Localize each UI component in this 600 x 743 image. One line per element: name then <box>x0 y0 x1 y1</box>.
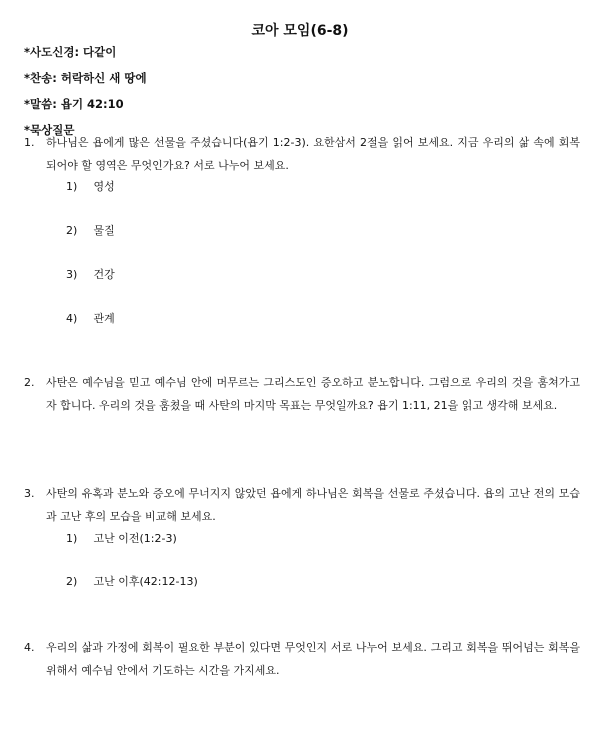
sub-item-text: 관계 <box>93 312 115 325</box>
meta-hymn: *찬송: 허락하신 새 땅에 <box>24 71 147 85</box>
meta-creed: *사도신경: 다같이 <box>24 45 117 59</box>
question-number: 3. <box>24 487 35 500</box>
sub-item-text: 고난 이후(42:12-13) <box>93 575 198 588</box>
question-4 <box>24 636 580 682</box>
document-title: 코아 모임(6-8) <box>251 23 349 39</box>
question-text: 사탄은 예수님을 믿고 예수님 안에 머무르는 그리스도인 증오하고 분노합니다. 그럼으로 우리의 것을 훔쳐가고자 합니다. 우리의 것을 훔쳤을 때 사탄의 마지막 목표는 무엇일까요? 욥기 1:11, 21을 읽고 생각해 보세요. <box>46 376 580 412</box>
question-text: 하나님은 욥에게 많은 선물을 주셨습니다(욥기 1:2-3). 요한삼서 2절을 읽어 보세요. 지금 우리의 삶 속에 회복되어야 할 영역은 무엇인가요? 서로 나누어 보세요. <box>46 136 580 172</box>
question-1 <box>24 131 580 177</box>
sub-item-text: 물질 <box>93 224 115 237</box>
question-1-sub-3: 3) 건강 <box>66 268 115 281</box>
question-text: 사탄의 유혹과 분노와 증오에 무너지지 않았던 욥에게 하나님은 회복을 선물로 주셨습니다. 욥의 고난 전의 모습과 고난 후의 모습을 비교해 보세요. <box>46 487 580 523</box>
question-number: 1. <box>24 136 35 149</box>
question-number: 2. <box>24 376 35 389</box>
meta-scripture: *말씀: 욥기 42:10 <box>24 97 124 111</box>
question-1-sub-4: 4) 관계 <box>66 312 115 325</box>
question-text: 우리의 삶과 가정에 회복이 필요한 부분이 있다면 무엇인지 서로 나누어 보세요. 그리고 회복을 뛰어넘는 회복을 위해서 예수님 안에서 기도하는 시간을 가지세요. <box>46 641 580 677</box>
question-3 <box>24 482 580 528</box>
question-2 <box>24 371 580 417</box>
sub-item-text: 고난 이전(1:2-3) <box>93 532 177 545</box>
question-number: 4. <box>24 641 35 654</box>
question-3-sub-2: 2) 고난 이후(42:12-13) <box>66 575 198 588</box>
sub-item-text: 영성 <box>93 180 115 193</box>
question-1-sub-1: 1) 영성 <box>66 180 115 193</box>
question-3-sub-1: 1) 고난 이전(1:2-3) <box>66 532 177 545</box>
question-1-sub-2: 2) 물질 <box>66 224 115 237</box>
sub-item-text: 건강 <box>93 268 115 281</box>
meta-meditation-questions: *묵상질문 <box>24 123 75 137</box>
